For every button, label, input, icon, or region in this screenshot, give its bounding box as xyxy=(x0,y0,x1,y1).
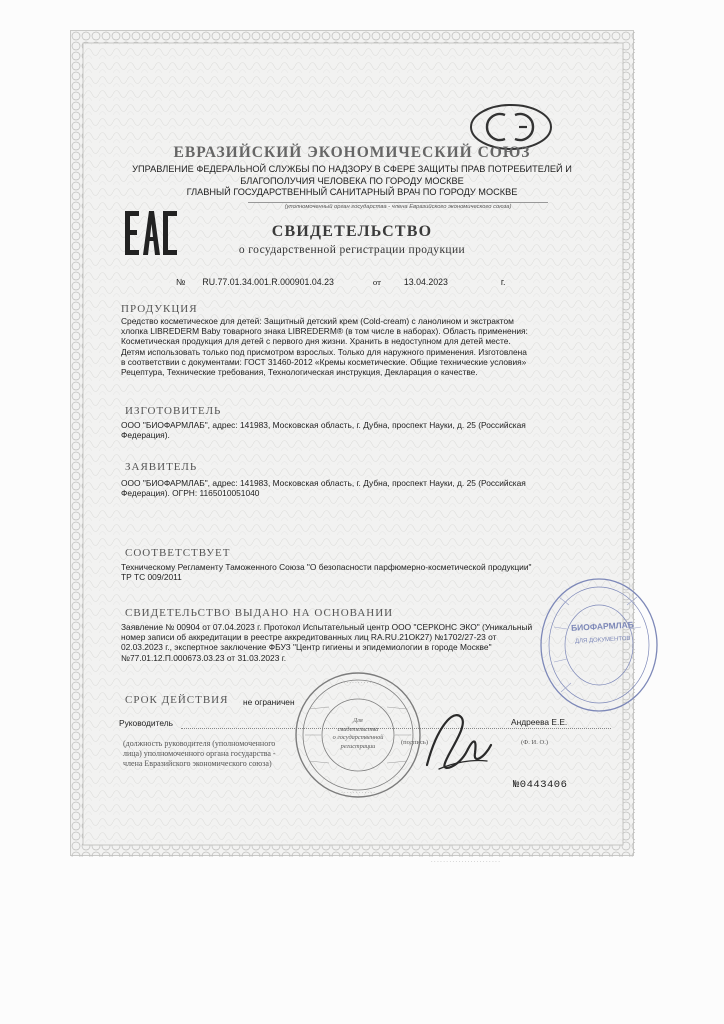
basis-line: 02.03.2023 г., экспертное заключение ФБУЗ "Центр гигиены и эпидемиологии в городе Москве" xyxy=(121,642,492,653)
product-line: Рецептура, Технические требования, Технологическая инструкция, Декларация о качестве. xyxy=(121,367,478,378)
conformity-heading: СООТВЕТСТВУЕТ xyxy=(125,547,231,559)
stamp-line: о государственной xyxy=(332,734,384,741)
company-stamp-icon xyxy=(529,567,639,727)
applicant-heading: ЗАЯВИТЕЛЬ xyxy=(125,461,198,473)
signatory-role: Руководитель xyxy=(119,718,173,728)
product-line: хлопка LIBREDERM Baby товарного знака LIBREDERM® (в том числе в наборах). Область применения: xyxy=(121,326,528,337)
product-line: Косметическая продукция для детей с первого дня жизни. Хранить в недоступном для детей месте. xyxy=(121,336,511,347)
handwritten-signature-icon xyxy=(419,707,499,781)
signatory-name: Андреева Е.Е. xyxy=(511,717,568,727)
svg-text:· · · · · · · · · ·: · · · · · · · · · · · · · · · · · · · · · · · · xyxy=(340,681,375,796)
basis-line: номер записи об аккредитации в реестре аккредитованных лиц RA.RU.21ОК27) №1702/27-23 от xyxy=(121,632,497,643)
validity-heading: СРОК ДЕЙСТВИЯ xyxy=(125,694,229,706)
basis-text xyxy=(121,622,591,663)
number-sign: № xyxy=(176,277,186,287)
manufacturer-heading: ИЗГОТОВИТЕЛЬ xyxy=(125,405,222,417)
product-text xyxy=(121,316,621,377)
agency-line: ГЛАВНЫЙ ГОСУДАРСТВЕННЫЙ САНИТАРНЫЙ ВРАЧ ПО ГОРОДУ МОСКВЕ xyxy=(186,187,518,197)
sign-caption: (подпись) xyxy=(401,739,428,746)
product-line: в соответствии с документами: ГОСТ 31460-2012 «Кремы косметические. Общие технические условия» xyxy=(121,356,527,367)
product-line: Детям использовать только под присмотром взрослых. Только для наружного применения. Изготовлена xyxy=(121,346,527,357)
conformity-line: Техническому Регламенту Таможенного Союза "О безопасности парфюмерно-косметической продукции" xyxy=(121,562,532,572)
certificate-sheet xyxy=(70,30,635,865)
manufacturer-line: Федерация). xyxy=(121,430,170,441)
applicant-text xyxy=(121,478,621,498)
registration-date: 13.04.2023 xyxy=(403,277,448,287)
applicant-line: Федерация). ОГРН: 1165010051040 xyxy=(121,488,260,499)
agency-line: УПРАВЛЕНИЕ ФЕДЕРАЛЬНОЙ СЛУЖБЫ ПО НАДЗОРУ В СФЕРЕ ЗАЩИТЫ ПРАВ ПОТРЕБИТЕЛЕЙ И xyxy=(132,164,572,174)
basis-line: №77.01.12.П.000673.03.23 от 31.03.2023 г. xyxy=(121,652,287,663)
caption-line: (должность руководителя (уполномоченного xyxy=(123,739,276,748)
document-subtitle: о государственной регистрации продукции xyxy=(238,244,466,256)
stamp-line: регистрации xyxy=(340,742,376,750)
manufacturer-line: ООО "БИОФАРМЛАБ", адрес: 141983, Московская область, г. Дубна, проспект Науки, д. 25 (Российская xyxy=(121,420,526,430)
company-stamp-caption: ДЛЯ ДОКУМЕНТОВ xyxy=(574,635,631,645)
year-suffix: г. xyxy=(500,277,506,287)
basis-heading: СВИДЕТЕЛЬСТВО ВЫДАНО НА ОСНОВАНИИ xyxy=(125,607,394,619)
agency-block xyxy=(91,164,613,199)
serial-number: №0443406 xyxy=(513,779,568,791)
agency-note: (уполномоченный орган государства - члена Евразийского экономического союза) xyxy=(248,202,548,210)
signatory-caption xyxy=(123,739,276,769)
union-title: ЕВРАЗИЙСКИЙ ЭКОНОМИЧЕСКИЙ СОЮЗ xyxy=(173,144,531,161)
printer-imprint: · · · · · · · · · · · · · · · · · · · · · · · xyxy=(431,859,500,865)
stamp-line: свидетельства xyxy=(337,725,379,733)
conformity-line: ТР ТС 009/2011 xyxy=(121,572,182,583)
document-title: СВИДЕТЕЛЬСТВО xyxy=(271,223,433,240)
product-line: Средство косметическое для детей: Защитный детский крем (Cold-cream) с ланолином и экстрактом xyxy=(121,316,514,326)
validity-value: не ограничен xyxy=(243,697,295,707)
basis-line: Заявление № 00904 от 07.04.2023 г. Протокол Испытательный центр ООО "СЕРКОНС ЭКО" (Уникальный xyxy=(121,622,533,632)
applicant-line: ООО "БИОФАРМЛАБ", адрес: 141983, Московская область, г. Дубна, проспект Науки, д. 25 (Российская xyxy=(121,478,526,488)
manufacturer-text xyxy=(121,420,621,440)
fio-caption: (Ф. И. О.) xyxy=(521,739,548,746)
stamp-line: Для xyxy=(353,717,363,724)
from-label: от xyxy=(372,277,381,287)
registration-number: RU.77.01.34.001.R.000901.04.23 xyxy=(202,277,334,287)
agency-line: БЛАГОПОЛУЧИЯ ЧЕЛОВЕКА ПО ГОРОДУ МОСКВЕ xyxy=(240,175,464,186)
round-stamp-text xyxy=(324,717,392,751)
caption-line: члена Евразийского экономического союза) xyxy=(123,759,272,768)
product-heading: ПРОДУКЦИЯ xyxy=(121,303,198,315)
caption-line: лица) уполномоченного органа государства - xyxy=(123,749,276,758)
company-stamp-name: БИОФАРМЛАБ xyxy=(570,619,635,633)
registration-line xyxy=(176,277,505,287)
